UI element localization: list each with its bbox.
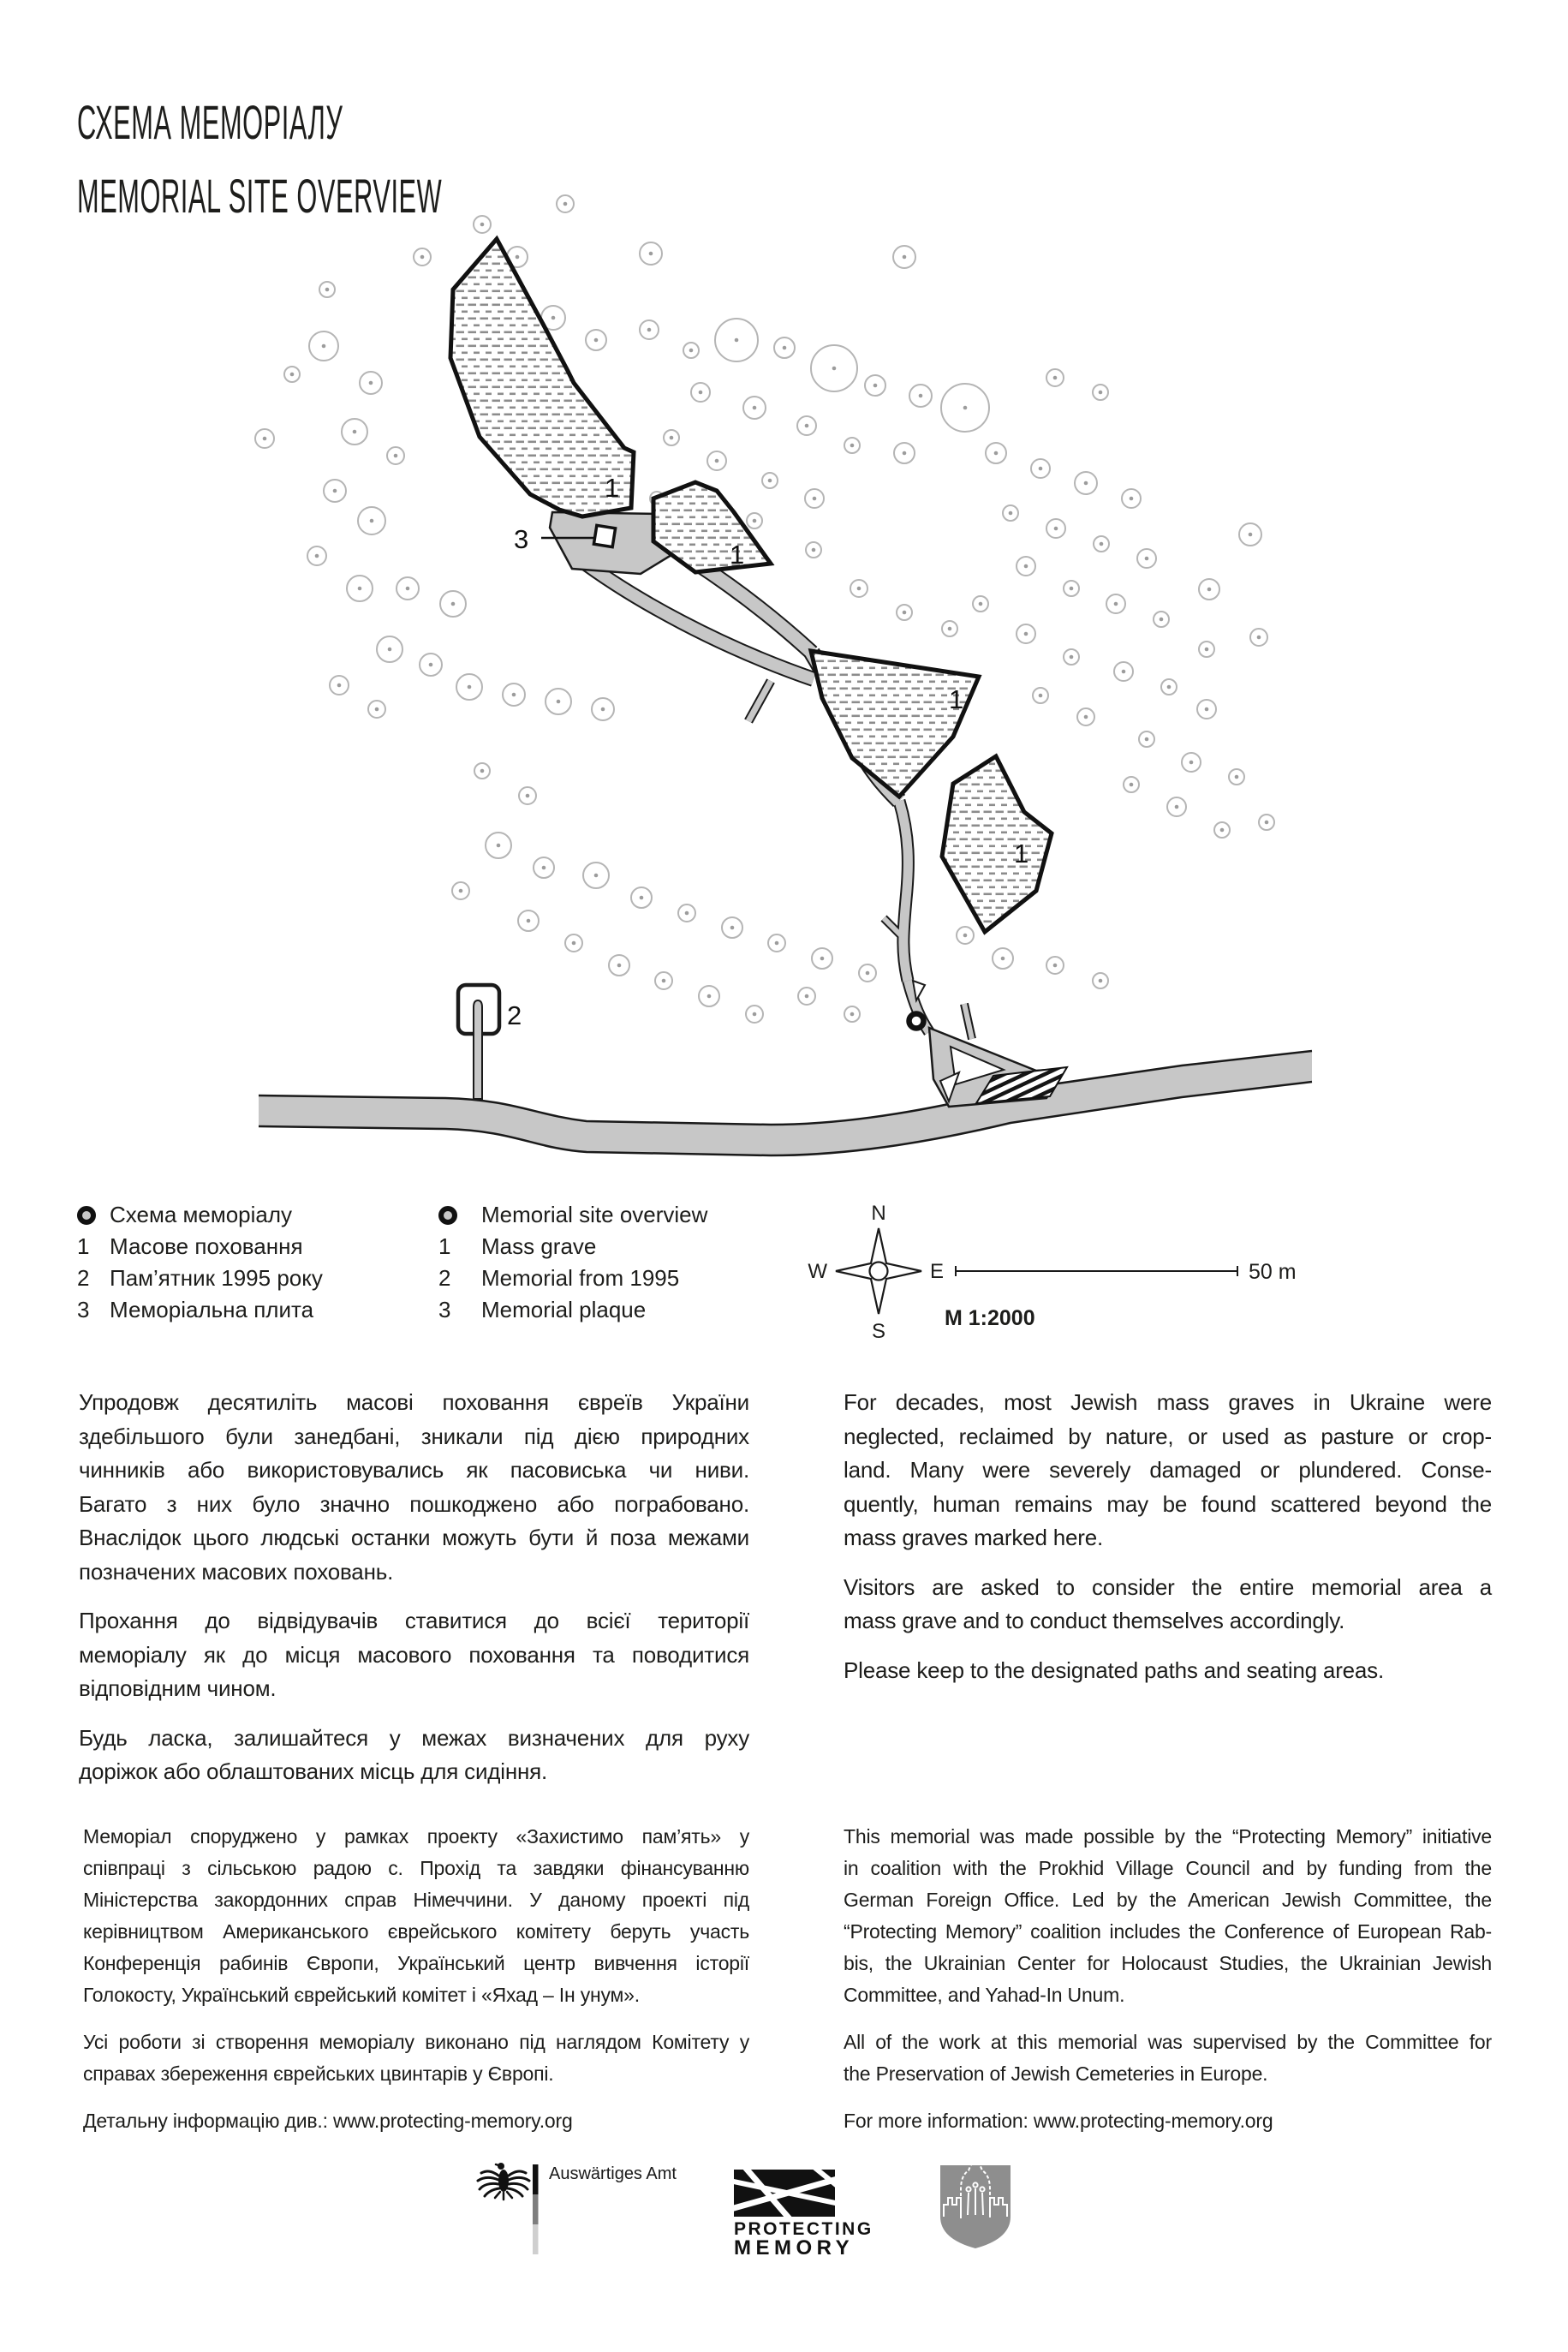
tree-icon (691, 383, 710, 402)
tree-icon (897, 605, 912, 620)
map-label-mass-grave: 1 (1014, 839, 1029, 869)
text-line: German Foreign Office. Led by the American Jewish Committee, the (844, 1889, 1492, 1911)
tree-icon (699, 986, 719, 1006)
legend-row (438, 1231, 707, 1263)
tree-icon (452, 882, 469, 899)
text-line: відповідним чином. (79, 1675, 277, 1701)
tree-icon (396, 577, 419, 600)
tree-icon (255, 429, 274, 448)
tree-icon (420, 654, 442, 676)
tree-icon (557, 195, 574, 212)
tree-icon (1046, 369, 1064, 386)
text-line: land. Many were severely damaged or plundered. Conse- (844, 1457, 1492, 1483)
credits-text-ua (83, 1821, 749, 2152)
text-line: bis, the Ukrainian Center for Holocaust Studies, the Ukrainian Jewish (844, 1952, 1492, 1974)
tree-icon (609, 955, 629, 976)
tree-icon (722, 917, 742, 938)
tree-icon (1064, 581, 1079, 596)
text-line: Внаслідок цього людські останки можуть бути й поза межами (79, 1525, 749, 1550)
tree-icon (1167, 797, 1186, 816)
tree-icon (812, 948, 832, 969)
tree-icon (1197, 700, 1216, 719)
tree-icon (456, 674, 482, 700)
title-en: MEMORIAL SITE OVERVIEW (77, 169, 443, 223)
logo-village-crest (940, 2159, 1011, 2248)
tree-icon (1214, 822, 1230, 838)
tree-icon (973, 596, 988, 612)
tree-icon (1064, 649, 1079, 665)
text-line: Visitors are asked to consider the entire memorial area a (844, 1573, 1492, 1600)
tree-icon (986, 443, 1006, 463)
text-line: позначених масових поховань. (79, 1558, 394, 1585)
memorial-1995-marker (458, 985, 499, 1099)
tree-icon (1182, 753, 1201, 772)
credits-text-en (844, 1821, 1492, 2152)
tree-icon (319, 282, 335, 297)
tree-icon (519, 787, 536, 804)
legend-label: Схема меморіалу (110, 1202, 293, 1227)
text-line: керівництвом Американського єврейського комітету беруть участь (83, 1920, 749, 1943)
tree-icon (1161, 679, 1177, 695)
tree-icon (1154, 612, 1169, 627)
tree-icon (546, 689, 571, 714)
compass-east: E (930, 1260, 945, 1283)
tree-icon (474, 763, 490, 779)
body-text-ua (79, 1386, 749, 1805)
tree-icon (1077, 708, 1094, 725)
tree-icon (1199, 579, 1219, 600)
body-text-en (844, 1386, 1492, 1703)
tree-icon (957, 927, 974, 944)
tree-icon (844, 438, 860, 453)
tree-icon (387, 447, 404, 464)
legend-row (77, 1199, 323, 1231)
protecting-label: PROTECTING (734, 2219, 873, 2239)
tree-icon (683, 343, 699, 358)
legend-label: Пам’ятник 1995 року (110, 1265, 323, 1291)
tree-icon (746, 1006, 763, 1023)
tree-icon (859, 964, 876, 982)
text-line: Please keep to the designated paths and seating areas. (844, 1657, 1384, 1683)
tree-icon (1093, 385, 1108, 400)
text-line: For more information: www.protecting-memory.org (844, 2110, 1273, 2132)
tree-icon (762, 473, 778, 488)
paragraph (844, 1821, 1492, 2011)
text-line: Міністерства закордонних справ Німеччини. У даному проекті під (83, 1889, 749, 1911)
text-line: Упродовж десятиліть масові поховання євреїв України (79, 1389, 749, 1415)
text-line: Меморіал споруджено у рамках проекту «Захистимо пам’ять» у (83, 1825, 749, 1848)
paragraph (844, 1386, 1492, 1555)
tree-icon (347, 576, 373, 601)
tree-icon (655, 972, 672, 989)
tree-icon (324, 480, 346, 502)
tree-icon (1124, 777, 1139, 792)
scale-ratio-label: M 1:2000 (945, 1306, 1035, 1330)
legend-row (77, 1294, 323, 1326)
tree-icon (503, 684, 525, 706)
tree-icon (715, 319, 758, 361)
tree-icon (1106, 594, 1125, 613)
tree-icon (440, 591, 466, 617)
tree-icon (1075, 472, 1097, 494)
tree-icon (1139, 731, 1154, 747)
tree-icon (1122, 489, 1141, 508)
site-overview-ring-icon (909, 1014, 924, 1029)
tree-icon (586, 330, 606, 350)
paragraph (83, 2105, 749, 2137)
compass-south: S (871, 1320, 886, 1343)
tree-icon (631, 887, 652, 908)
text-line: Усі роботи зі створення меморіалу виконано під наглядом Комітету у (83, 2031, 749, 2053)
tree-icon (1259, 815, 1274, 830)
tree-icon (486, 833, 511, 858)
text-line: справах збереження єврейських цвинтарів у Європі. (83, 2062, 554, 2085)
map-label-memorial-1995: 2 (507, 1000, 522, 1030)
road (259, 1051, 1312, 1155)
paragraph (79, 1604, 749, 1706)
auswaertiges-amt-label: Auswärtiges Amt (549, 2164, 677, 2183)
mass-grave-area (811, 651, 979, 797)
scale-distance-label: 50 m (1249, 1260, 1297, 1284)
text-line: mass grave and to conduct themselves accordingly. (844, 1608, 1345, 1633)
text-line: in coalition with the Prokhid Village Council and by funding from the (844, 1857, 1492, 1879)
tree-icon (1046, 519, 1065, 538)
tree-icon (377, 636, 402, 662)
text-line: neglected, reclaimed by nature, or used as pasture or crop- (844, 1423, 1492, 1449)
text-line: меморіалу як до місця масового поховання та поводитися (79, 1641, 749, 1668)
legend-row (438, 1263, 707, 1294)
paragraph (83, 1821, 749, 2011)
title-ua: СХЕМА МЕМОРІАЛУ (77, 95, 343, 149)
compass-north: N (871, 1202, 886, 1225)
text-line: Будь ласка, залишайтеся у межах визначених для руху (79, 1724, 749, 1751)
tree-icon (368, 701, 385, 718)
tree-icon (941, 384, 989, 432)
map-label-plaque: 3 (514, 524, 529, 554)
tree-icon (1017, 624, 1035, 643)
tree-icon (678, 904, 695, 922)
logo-protecting-memory (728, 2165, 873, 2259)
tree-icon (583, 863, 609, 888)
legend-number: 2 (77, 1265, 90, 1291)
map-label-mass-grave: 1 (949, 684, 964, 714)
tree-icon (797, 416, 816, 435)
tree-icon (894, 443, 915, 463)
tree-icon (342, 419, 367, 445)
legend-number: 2 (438, 1265, 451, 1291)
compass-rose (808, 1202, 944, 1343)
tree-icon (565, 934, 582, 952)
tree-icon (942, 621, 957, 636)
memory-label: MEMORY (734, 2236, 855, 2259)
tree-icon (358, 507, 385, 534)
tree-icon (518, 910, 539, 931)
tree-icon (330, 676, 349, 695)
paragraph (844, 2105, 1492, 2137)
tree-icon (747, 513, 762, 528)
legend-label: Memorial plaque (481, 1297, 647, 1322)
legend-ua (77, 1199, 323, 1326)
legend-row (77, 1263, 323, 1294)
legend-label: Memorial site overview (481, 1202, 708, 1227)
tree-icon (640, 320, 659, 339)
legend-number: 3 (438, 1297, 451, 1322)
legend-en (438, 1199, 707, 1326)
text-line: All of the work at this memorial was supervised by the Committee for (844, 2031, 1492, 2053)
paragraph (79, 1386, 749, 1589)
logo-auswaertiges-amt (478, 2163, 677, 2254)
text-line: Прохання до відвідувачів ставитися до всієї території (79, 1608, 749, 1633)
legend-label: Memorial from 1995 (481, 1265, 680, 1291)
tree-icon (1031, 459, 1050, 478)
text-line: здебільшого були занедбані, зникали під дією природних (79, 1423, 749, 1449)
tree-icon (909, 385, 932, 407)
tree-icon (1017, 557, 1035, 576)
scale-bar (956, 1266, 1237, 1276)
tree-icon (798, 988, 815, 1005)
text-line: Committee, and Yahad-In Unum. (844, 1984, 1125, 2006)
text-line: the Preservation of Jewish Cemeteries in Europe. (844, 2062, 1268, 2085)
compass-west: W (808, 1260, 827, 1283)
legend-number: 3 (77, 1297, 90, 1322)
tree-icon (811, 345, 857, 391)
tree-icon (743, 397, 766, 419)
text-line: співпраці з сільською радою с. Прохід та завдяки фінансуванню (83, 1857, 749, 1879)
mass-grave-area (942, 756, 1052, 932)
text-line: Голокосту, Український єврейський комітет і «Яхад – Ін унум». (83, 1984, 640, 2006)
tree-icon (1094, 536, 1109, 552)
page-title (77, 86, 442, 233)
tree-icon (1093, 973, 1108, 988)
site-overview-ring-icon (438, 1206, 457, 1225)
paragraph (844, 1654, 1492, 1688)
tree-icon (865, 375, 885, 396)
tree-icon (1250, 629, 1267, 646)
legend-row (77, 1231, 323, 1263)
site-overview-ring-icon (77, 1206, 96, 1225)
paragraph (844, 2027, 1492, 2090)
legend-number: 1 (438, 1233, 451, 1259)
tree-icon (707, 451, 726, 470)
paragraph (844, 1571, 1492, 1639)
tree-icon (474, 216, 491, 233)
text-line: mass graves marked here. (844, 1525, 1103, 1550)
tree-icon (1199, 642, 1214, 657)
tree-icon (850, 580, 867, 597)
tree-icon (993, 948, 1013, 969)
tree-icon (309, 331, 338, 361)
text-line: For decades, most Jewish mass graves in Ukraine were (844, 1389, 1492, 1415)
legend-row (438, 1199, 707, 1231)
tree-icon (534, 857, 554, 878)
tree-icon (284, 367, 300, 382)
legend-label: Масове поховання (110, 1233, 303, 1259)
tree-icon (1046, 957, 1064, 974)
tree-icon (1137, 549, 1156, 568)
legend-number: 1 (77, 1233, 90, 1259)
tree-icon (592, 698, 614, 720)
text-line: quently, human remains may be found scattered beyond the (844, 1490, 1492, 1517)
text-line: Детальну інформацію див.: www.protecting-memory.org (83, 2110, 573, 2132)
tree-icon (1003, 505, 1018, 521)
tree-icon (307, 546, 326, 565)
legend-label: Mass grave (481, 1233, 597, 1259)
map-label-mass-grave: 1 (605, 473, 620, 503)
tree-icon (844, 1006, 860, 1022)
tree-icon (1114, 662, 1133, 681)
tree-icon (1229, 769, 1244, 785)
tree-icon (1239, 523, 1261, 546)
text-line: Конференція рабинів Європи, Український центр вивчення історії (83, 1952, 749, 1974)
tree-icon (774, 337, 795, 358)
paragraph (79, 1722, 749, 1789)
tree-icon (664, 430, 679, 445)
tree-icon (805, 489, 824, 508)
tree-icon (360, 372, 382, 394)
map-label-mass-grave: 1 (730, 540, 745, 570)
tree-icon (893, 246, 915, 268)
legend-label: Меморіальна плита (110, 1297, 314, 1322)
tree-icon (768, 934, 785, 952)
text-line: доріжок або облаштованих місць для сидіння. (79, 1758, 548, 1784)
tree-icon (414, 248, 431, 266)
tree-icon (806, 542, 821, 558)
federal-eagle-icon (478, 2163, 529, 2200)
text-line: “Protecting Memory” coalition includes the Conference of European Rab- (844, 1920, 1492, 1943)
text-line: чинників або використовувались як пасовиська чи ниви. (79, 1457, 749, 1483)
tree-icon (1033, 688, 1048, 703)
paragraph (83, 2027, 749, 2090)
text-line: Багато з них було значно пошкоджено або пограбовано. (79, 1490, 749, 1517)
text-line: This memorial was made possible by the “Protecting Memory” initiative (844, 1825, 1492, 1848)
legend-row (438, 1294, 707, 1326)
tree-icon (640, 242, 662, 265)
